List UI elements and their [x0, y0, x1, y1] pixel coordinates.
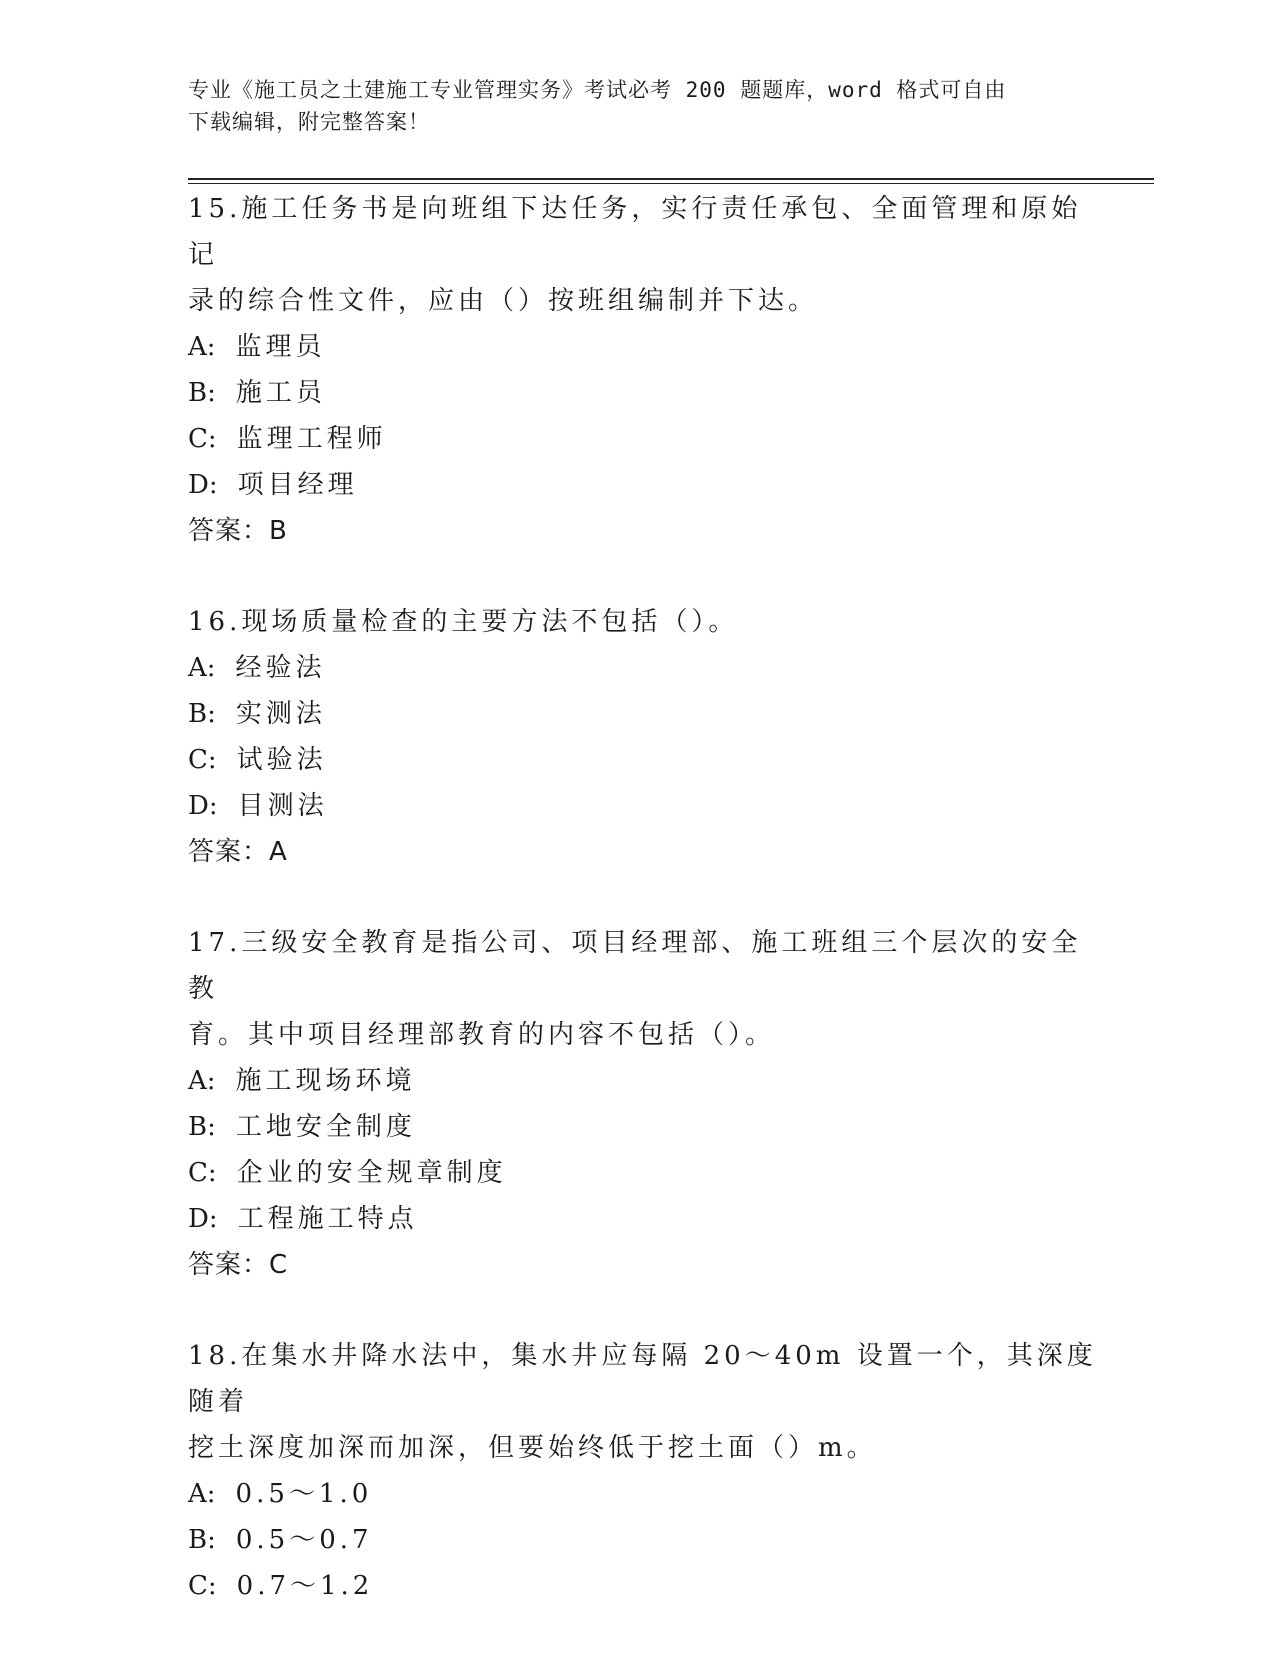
option-letter: B: — [188, 1112, 216, 1142]
option-d — [188, 462, 1108, 508]
option-b — [188, 691, 1108, 737]
option-c — [188, 416, 1108, 462]
option-text: 目测法 — [237, 791, 328, 821]
option-letter: D: — [188, 791, 218, 821]
option-c — [188, 1150, 1108, 1196]
option-d — [188, 1196, 1108, 1242]
option-text: 施工员 — [235, 378, 326, 408]
option-text: 0.5～0.7 — [235, 1525, 373, 1555]
option-text: 经验法 — [235, 653, 326, 683]
question-list — [188, 186, 1108, 1654]
answer-label: 答案：C — [188, 1250, 289, 1280]
option-c — [188, 1563, 1108, 1609]
option-letter: B: — [188, 1525, 216, 1555]
option-letter: B: — [188, 378, 216, 408]
option-letter: C: — [188, 1158, 217, 1188]
option-letter: C: — [188, 424, 217, 454]
option-text: 实测法 — [235, 699, 326, 729]
option-a — [188, 1471, 1108, 1517]
option-text: 0.5～1.0 — [235, 1479, 373, 1509]
question-text-line-2: 育。其中项目经理部教育的内容不包括（）。 — [188, 1020, 776, 1050]
option-letter: A: — [188, 332, 216, 362]
option-letter: A: — [188, 653, 216, 683]
option-text: 监理工程师 — [236, 424, 387, 454]
option-b — [188, 1517, 1108, 1563]
option-letter: D: — [188, 1204, 218, 1234]
option-d — [188, 783, 1108, 829]
option-letter: D: — [188, 470, 218, 500]
option-letter: A: — [188, 1066, 216, 1096]
question-text-line-1: 17.三级安全教育是指公司、项目经理部、施工班组三个层次的安全教 — [188, 928, 1082, 1004]
document-header — [188, 74, 1068, 138]
option-a — [188, 1058, 1108, 1104]
header-divider — [188, 178, 1154, 184]
question-text-line-1: 16.现场质量检查的主要方法不包括（）。 — [188, 607, 739, 637]
option-a — [188, 645, 1108, 691]
option-text: 工地安全制度 — [235, 1112, 416, 1142]
question-17 — [188, 920, 1108, 1288]
option-text: 施工现场环境 — [235, 1066, 416, 1096]
option-letter: C: — [188, 1571, 217, 1601]
question-16 — [188, 599, 1108, 875]
header-line-2: 下载编辑，附完整答案！ — [188, 110, 430, 134]
header-line-1: 专业《施工员之土建施工专业管理实务》考试必考 200 题题库，word 格式可自由 — [188, 78, 1007, 102]
option-text: 项目经理 — [237, 470, 358, 500]
question-text-line-2: 录的综合性文件，应由（）按班组编制并下达。 — [188, 286, 819, 316]
question-15 — [188, 186, 1108, 554]
option-c — [188, 737, 1108, 783]
option-text: 0.7～1.2 — [236, 1571, 374, 1601]
option-b — [188, 370, 1108, 416]
question-18 — [188, 1333, 1108, 1609]
option-text: 企业的安全规章制度 — [236, 1158, 507, 1188]
option-letter: A: — [188, 1479, 216, 1509]
question-text-line-1: 18.在集水井降水法中，集水井应每隔 20～40m 设置一个，其深度随着 — [188, 1341, 1097, 1417]
option-a — [188, 324, 1108, 370]
option-text: 工程施工特点 — [237, 1204, 418, 1234]
option-letter: C: — [188, 745, 217, 775]
answer-label: 答案：B — [188, 516, 288, 546]
option-text: 试验法 — [236, 745, 327, 775]
question-text-line-2: 挖土深度加深而加深，但要始终低于挖土面（）m。 — [188, 1433, 877, 1463]
option-letter: B: — [188, 699, 216, 729]
answer-label: 答案：A — [188, 837, 288, 867]
question-text-line-1: 15.施工任务书是向班组下达任务，实行责任承包、全面管理和原始记 — [188, 194, 1082, 270]
option-text: 监理员 — [235, 332, 326, 362]
option-b — [188, 1104, 1108, 1150]
